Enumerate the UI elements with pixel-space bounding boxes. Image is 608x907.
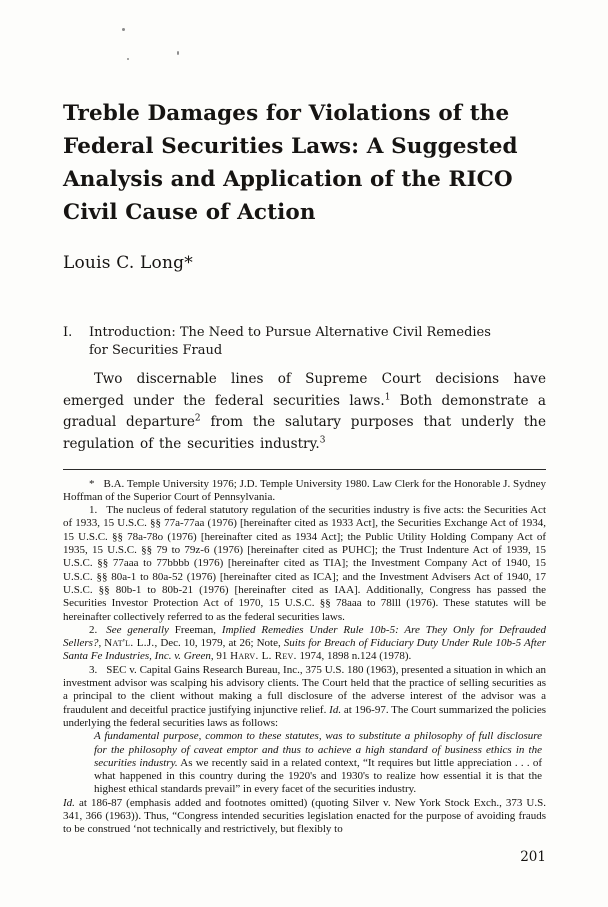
footnote-text: The nucleus of federal statutory regulation of the securities industry is five acts: the Securities Act of 1933, 15 U.S.C. §§ 77a-77aa (1976) [hereinafter cited as 1933 Act], the Securities Exchange Act of 1934, 15 U.S.C. §§ 78a-78o (1976) [hereinafter cited as 1934 Act]; the Public Utility Holding Company Act of 1935, 15 U.S.C. §§ 79 to 79z-6 (1976) [hereinafter cited as PUHC]; the Trust Indenture Act of 1939, 15 U.S.C. §§ 77aaa to 77bbbb (1976) [hereinafter cited as TIA]; the Investment Company Act of 1940, 15 U.S.C. §§ 80a-1 to 80a-52 (1976) [hereinafter cited as ICA]; and the Investment Advisers Act of 1940, 17 U.S.C. §§ 80b-1 to 80b-21 (1976) [hereinafter cited as IAA]. Additionally, Congress has passed the Securities Investor Protection Act of 1970, 15 U.S.C. §§ 78aaa to 78lll (1976). These statutes will be hereinafter collectively referred to as the federal securities laws. (63, 504, 546, 623)
footnote-3 (63, 664, 546, 730)
section-heading (63, 324, 546, 359)
footnote-3-blockquote: A fundamental purpose, common to these statutes, was to substitute a philosophy of full disclosure for the philosophy of caveat emptor and thus to achieve a high standard of business ethics in the securities industry. As we recently said in a related context, “It requires but little appreciation . . . of what happened in this country during the 1920's and 1930's to realize how essential it is that the highest ethical standards prevail” in every facet of the securities industry. (94, 730, 542, 796)
heading-text (89, 324, 491, 359)
footnotes-section (63, 478, 546, 837)
footnote-rule (63, 469, 546, 470)
footnote-text: See generally Freeman, Implied Remedies Under Rule 10b-5: Are They Only for Defrauded Sellers?, Nat'l. L.J., Dec. 10, 1979, at 26; Note, Suits for Breach of Fiduciary Duty Under Rule 10b-5 After Santa Fe Industries, Inc. v. Green, 91 Harv. L. Rev. 1974, 1898 n.124 (1978). (63, 623, 547, 663)
footnote-3-continuation: Id. at 186-87 (emphasis added and footnotes omitted) (quoting Silver v. New York Stock Exch., 373 U.S. 341, 366 (1963)). Thus, “Congress intended securities legislation enacted for the purpose of avoiding frauds to be construed ‘not technically and restrictively, but flexibly to (63, 796, 546, 836)
title-line: Treble Damages for Violations of the (63, 101, 510, 126)
footnote-2 (63, 624, 546, 664)
footnote-marker: 3. (89, 663, 98, 676)
title-line: Civil Cause of Action (63, 200, 316, 225)
title-line: Analysis and Application of the RICO (63, 167, 513, 192)
footnote-text: SEC v. Capital Gains Research Bureau, Inc., 375 U.S. 180 (1963), presented a situation in which an investment advisor was scalping his advisory clients. The Court held that the practice of selling securities as a principal to the client without making a full disclosure of the adverse interest of the advisor was a fraudulent and deceitful practice justifying injunctive relief. Id. at 196-97. The Court summarized the policies underlying the federal securities laws as follows: (63, 663, 546, 729)
heading-line: Introduction: The Need to Pursue Alternative Civil Remedies (89, 325, 491, 340)
footnote-marker: 2. (89, 623, 98, 636)
footnote-text: B.A. Temple University 1976; J.D. Temple University 1980. Law Clerk for the Honorable J. Sydney Hoffman of the Superior Court of Pennsylvania. (63, 477, 546, 503)
footnote-1 (63, 504, 546, 624)
author-byline: Louis C. Long* (63, 253, 193, 273)
title-line: Federal Securities Laws: A Suggested (63, 134, 518, 159)
heading-line: for Securities Fraud (89, 342, 223, 358)
article-title (63, 97, 546, 229)
body-paragraph: Two discernable lines of Supreme Court decisions have emerged under the federal securities laws.$^1$ Both demonstrate a gradual departure$^2$ from the salutary purposes that underly the regulation of the securities industry.$^3$ (63, 371, 546, 452)
footnote-marker: * (89, 477, 95, 490)
footnote-marker: 1. (89, 504, 98, 517)
page-number: 201 (520, 849, 546, 865)
heading-numeral: I. (63, 325, 73, 340)
footnote-star (63, 478, 546, 505)
